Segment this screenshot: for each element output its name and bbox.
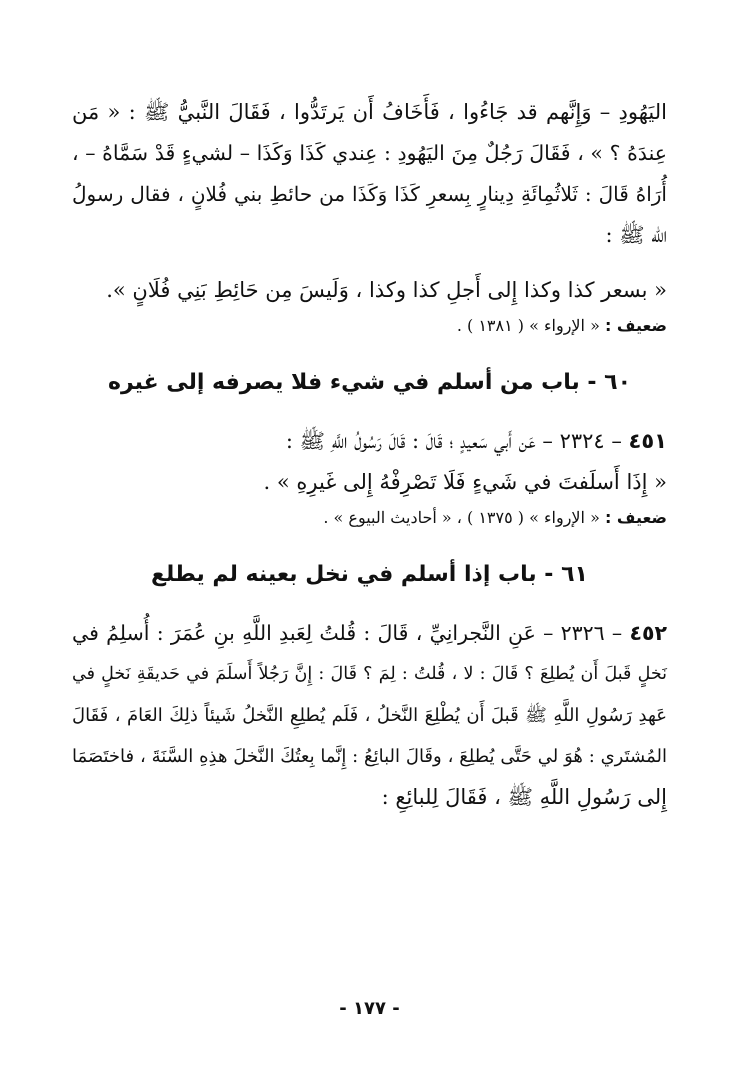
hadith-number: ٤٥١ xyxy=(628,429,667,453)
hadith-isnad: – ٢٣٢٦ – عَنِ النَّجرانِيِّ ، قَالَ : قُلتُ لِعَبدِ اللَّهِ بنِ عُمَرَ : أُسلِمُ في xyxy=(72,621,630,645)
chapter-title: ٦٠ - باب من أسلم في شيء فلا يصرفه إلى غيره xyxy=(107,370,632,395)
text-line: اليَهُودِ – وَإِنَّهم قد جَاءُوا ، فَأَخَافُ أَن يَرتَدُّوا ، فَقَالَ النَّبيُّ ﷺ : « مَن xyxy=(72,100,667,124)
grading-source: « الإرواء » ( ١٣٨١ ) . xyxy=(456,316,600,335)
hadith-quote: « بسعر كذا وكذا إِلى أَجلِ كذا وكذا ، وَلَيسَ مِن حَائِطِ بَنِي فُلَانٍ ». xyxy=(106,278,667,302)
grading-label: ضعيف : xyxy=(604,508,667,527)
text-line: المُشتَري : هُوَ لي حَتَّى يُطلِعَ ، وقَالَ البائِعُ : إِنَّما بِعتُكَ النَّخلَ هذِهِ السَّنَةَ ، فاختَصَمَا xyxy=(72,746,667,767)
grading-label: ضعيف : xyxy=(604,316,667,335)
text-line: عِندَهُ ؟ » ، فَقَالَ رَجُلٌ مِنَ اليَهُودِ : عِندي كَذَا وَكَذَا – لشيءٍ قَدْ سَمَّاهُ – ، xyxy=(72,141,667,165)
text-line: إِلى رَسُولِ اللَّهِ ﷺ ، فَقَالَ لِلبائِعِ : xyxy=(381,785,667,809)
hadith-header-line xyxy=(72,613,667,654)
chapter-title: ٦١ - باب إذا أسلم في نخل بعينه لم يطلع xyxy=(151,562,588,587)
chapter-60 xyxy=(72,363,667,533)
hadith-quote: « إِذَا أَسلَفتَ في شَيءٍ فَلَا تَصْرِفْهُ إِلى غَيرِهِ » . xyxy=(263,470,667,494)
page-number: - ١٧٧ - xyxy=(339,998,400,1019)
text-line: عَهدِ رَسُولِ اللَّهِ ﷺ قَبلَ أَن يُطْلِعَ النَّخلُ ، فَلَم يُطلِعِ النَّخلُ شَيئاً ذلِكَ العَامَ ، فَقَالَ xyxy=(72,705,667,726)
chapter-61 xyxy=(72,555,667,818)
hadith-header-line xyxy=(72,421,667,462)
hadith-isnad: – ٢٣٢٤ – عَن أَبي سَعيدٍ ؛ قَالَ : قَالَ رَسُولُ اللَّهِ ﷺ : xyxy=(285,429,629,453)
text-line: الله ﷺ : xyxy=(605,223,667,247)
grading-source: « الإرواء » ( ١٣٧٥ ) ، « أحاديث البيوع » . xyxy=(323,508,600,527)
top-continuation xyxy=(72,92,667,341)
grading-note xyxy=(72,503,667,533)
grading-note xyxy=(72,311,667,341)
text-line: نَخلٍ قَبلَ أَن يُطلِعَ ؟ قَالَ : لا ، قُلتُ : لِمَ ؟ قَالَ : إِنَّ رَجُلاً أَسلَمَ في حَديقَةِ نَخلٍ في xyxy=(72,664,667,684)
hadith-number: ٤٥٢ xyxy=(629,621,667,645)
text-line: أُرَاهُ قَالَ : ثَلاثُمِائَةِ دِينارٍ بِسعرِ كَذَا وَكَذَا من حائطِ بني فُلانٍ ، فقال رسولُ xyxy=(72,182,667,206)
